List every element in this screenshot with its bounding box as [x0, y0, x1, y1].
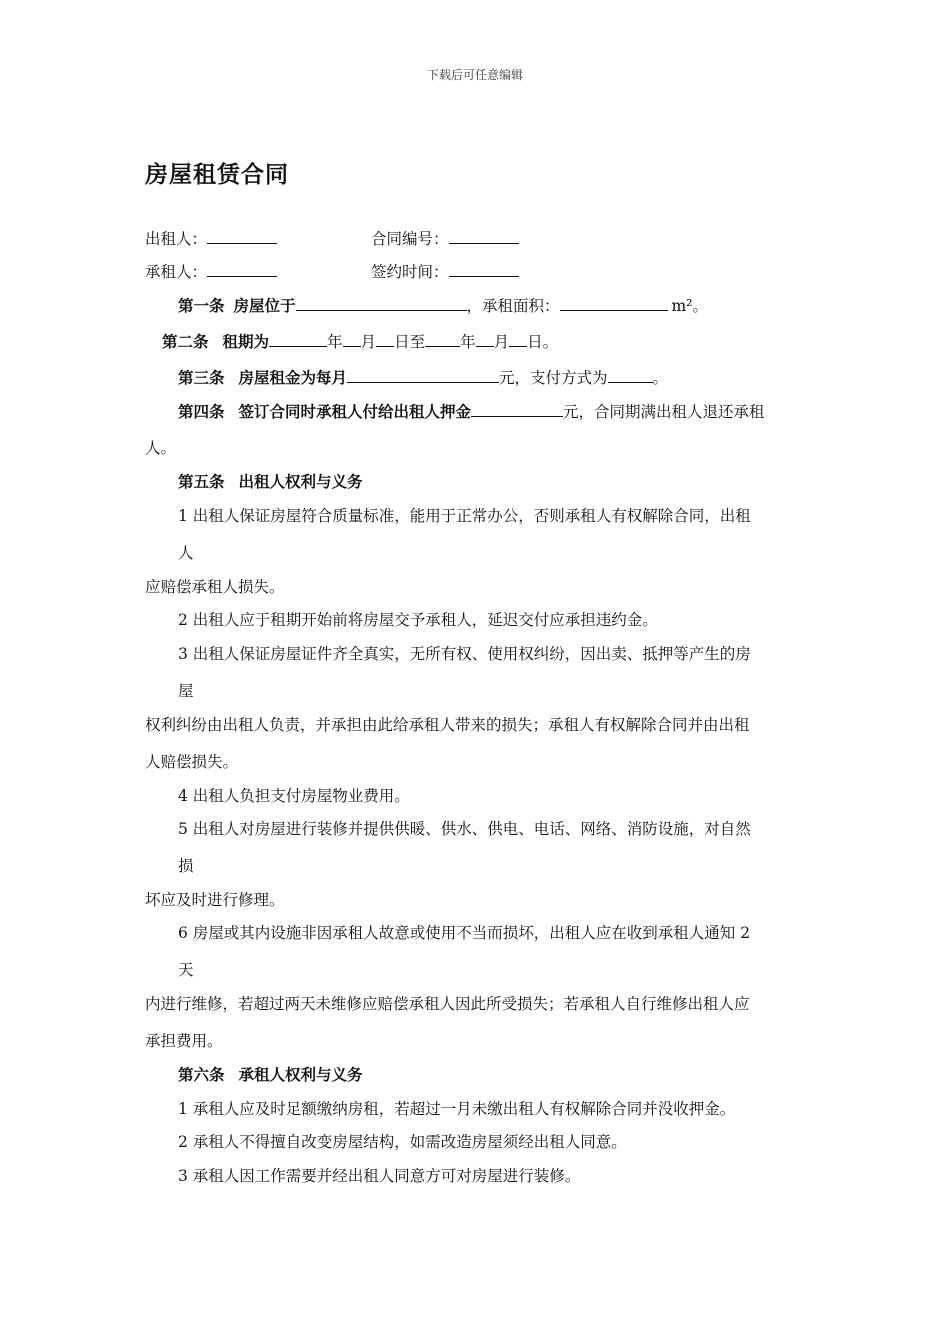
end-month-blank[interactable] — [476, 331, 494, 347]
end-day-blank[interactable] — [509, 331, 527, 347]
article-4 — [178, 401, 765, 422]
end-year-blank[interactable] — [425, 331, 460, 347]
art6-line: 2 承租人不得擅自改变房屋结构，如需改造房屋须经出租人同意。 — [178, 1133, 627, 1151]
lessee-label: 承租人： — [145, 263, 208, 281]
article-5-title: 出租人权利与义务 — [238, 472, 363, 491]
art5-line: 内进行维修，若超过两天未维修应赔偿承租人因此所受损失；若承租人自行维修出租人应 — [145, 995, 750, 1013]
day-to-text: 日至 — [394, 333, 426, 351]
art5-line: 人 — [178, 544, 194, 562]
document-title: 房屋租赁合同 — [145, 161, 289, 188]
art6-line: 3 承租人因工作需要并经出租人同意方可对房屋进行装修。 — [178, 1167, 581, 1185]
article-3 — [178, 367, 668, 388]
article-5-label: 第五条 — [178, 472, 225, 491]
article-6-title: 承租人权利与义务 — [238, 1065, 363, 1084]
art6-line: 1 承租人应及时足额缴纳房租，若超过一月未缴出租人有权解除合同并没收押金。 — [178, 1100, 736, 1118]
month-text: 月 — [360, 333, 377, 351]
lessor-blank[interactable] — [207, 228, 277, 244]
sign-time-blank[interactable] — [449, 261, 519, 277]
article-4-text2: 元，合同期满出租人退还承租 — [563, 403, 765, 421]
article-5-heading — [178, 472, 363, 492]
deposit-blank[interactable] — [471, 401, 563, 417]
sign-time-label: 签约时间： — [371, 263, 449, 281]
month-text: 月 — [493, 333, 510, 351]
area-blank[interactable] — [560, 295, 668, 311]
art5-line: 4 出租人负担支付房屋物业费用。 — [178, 787, 410, 805]
lessee-line — [145, 261, 277, 282]
art5-line: 2 出租人应于租期开始前将房屋交予承租人，延迟交付应承担违约金。 — [178, 611, 658, 629]
year-text: 年 — [460, 333, 476, 351]
article-1-text: 房屋位于 — [233, 296, 296, 315]
article-3-label: 第三条 — [178, 368, 225, 387]
day-text: 日。 — [527, 333, 559, 351]
art5-line: 6 房屋或其内设施非因承租人故意或使用不当而损坏，出租人应在收到承租人通知 2 — [178, 924, 751, 942]
contract-no-blank[interactable] — [449, 228, 519, 244]
art5-line: 应赔偿承租人损失。 — [145, 578, 285, 596]
area-unit: m²。 — [671, 297, 708, 315]
rent-blank[interactable] — [347, 367, 499, 383]
lessor-line — [145, 228, 277, 249]
art5-line: 坏应及时进行修理。 — [145, 891, 285, 909]
article-2-text: 租期为 — [222, 332, 270, 351]
article-2-label: 第二条 — [162, 332, 209, 351]
article-4-label: 第四条 — [178, 402, 225, 421]
art5-line: 屋 — [178, 682, 194, 700]
article-4-cont: 人。 — [145, 439, 177, 457]
lessee-blank[interactable] — [207, 261, 277, 277]
start-day-blank[interactable] — [376, 331, 394, 347]
start-year-blank[interactable] — [269, 331, 327, 347]
article-3-end: 。 — [652, 369, 669, 387]
article-3-text2: 元，支付方式为 — [499, 369, 608, 387]
lessor-label: 出租人： — [145, 230, 208, 248]
article-1-text2: ，承租面积： — [466, 297, 560, 315]
art5-line: 3 出租人保证房屋证件齐全真实，无所有权、使用权纠纷，因出卖、抵押等产生的房 — [178, 645, 751, 663]
art5-line: 1 出租人保证房屋符合质量标准，能用于正常办公，否则承租人有权解除合同，出租 — [178, 507, 751, 525]
art5-line: 承担费用。 — [145, 1032, 223, 1050]
location-blank[interactable] — [296, 295, 467, 311]
art5-line: 权利纠纷由出租人负责，并承担由此给承租人带来的损失；承租人有权解除合同并由出租 — [145, 716, 750, 734]
article-6-heading — [178, 1065, 363, 1085]
article-1-label: 第一条 — [178, 296, 225, 315]
art5-line: 5 出租人对房屋进行装修并提供供暖、供水、供电、电话、网络、消防设施，对自然 — [178, 820, 751, 838]
art5-line: 人赔偿损失。 — [145, 753, 239, 771]
contract-no-line — [371, 228, 519, 249]
payment-method-blank[interactable] — [608, 367, 653, 383]
art5-line: 损 — [178, 857, 194, 875]
year-text: 年 — [327, 333, 343, 351]
article-3-text: 房屋租金为每月 — [238, 368, 348, 387]
article-6-label: 第六条 — [178, 1065, 225, 1084]
art5-line: 天 — [178, 961, 194, 979]
article-1 — [178, 295, 708, 316]
page-header: 下载后可任意编辑 — [426, 68, 523, 82]
article-2 — [162, 331, 558, 352]
sign-time-line — [371, 261, 519, 282]
contract-no-label: 合同编号： — [371, 230, 449, 248]
article-4-text: 签订合同时承租人付给出租人押金 — [238, 402, 472, 421]
start-month-blank[interactable] — [343, 331, 361, 347]
